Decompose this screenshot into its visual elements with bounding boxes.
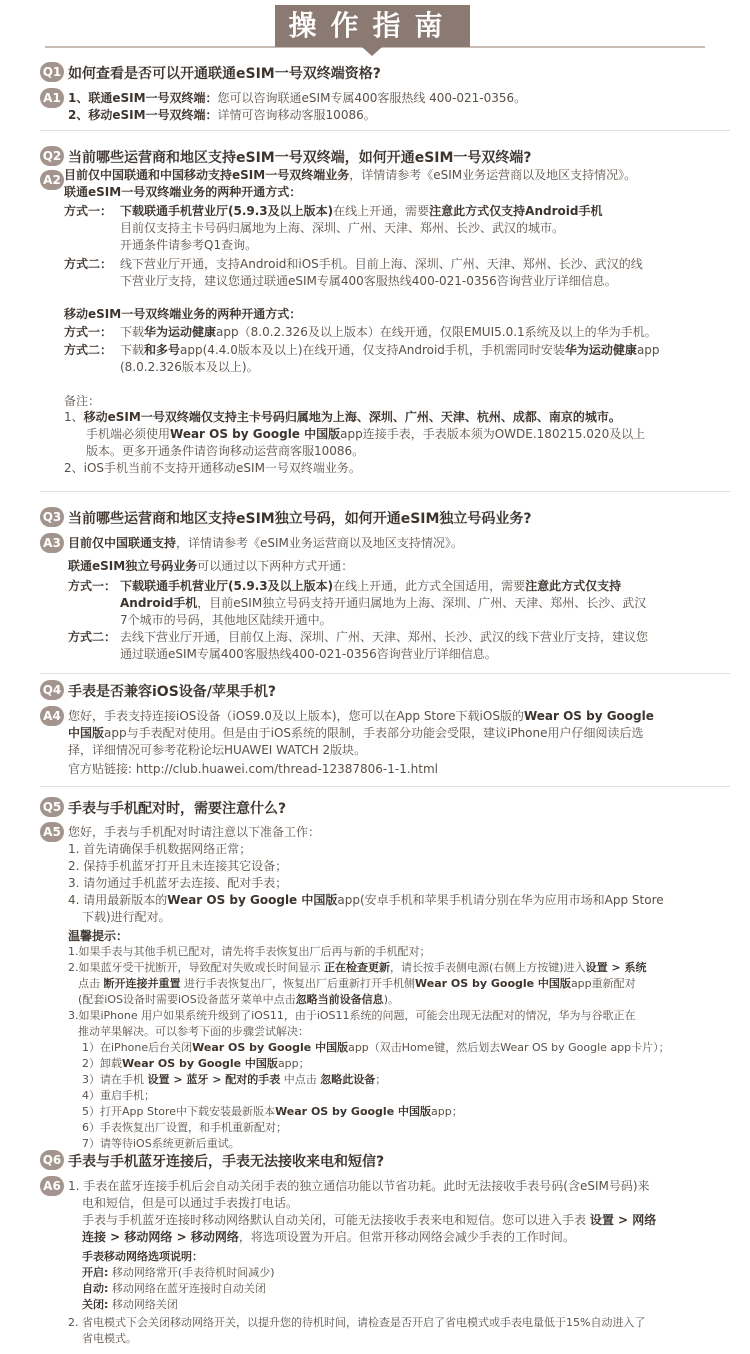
divider: [40, 786, 730, 787]
q6-badge: Q6: [40, 1150, 64, 1170]
unicom-method-2-line-1: 线下营业厅开通，支持Android和iOS手机。目前上海、深圳、广州、天津、郑州、长沙、武汉的线: [120, 257, 643, 271]
q3-method-2-line-2: 通过联通eSIM专属400客服热线400-021-0356咨询营业厅详细信息。: [120, 647, 497, 661]
faq-q4: [40, 680, 730, 780]
a3-badge: A3: [40, 533, 64, 553]
tips-heading: 温馨提示：: [68, 929, 129, 943]
title-arrow: [362, 47, 382, 56]
q4-badge: Q4: [40, 680, 64, 700]
page-title: 操作指南: [275, 5, 470, 47]
tip-3-line-2: 推动苹果解决。可以参考下面的步骤尝试解决：: [78, 1025, 309, 1038]
q5-question: 手表与手机配对时，需要注意什么?: [68, 801, 287, 817]
divider: [40, 491, 730, 492]
unicom-method-2-label: 方式二：: [64, 257, 113, 271]
q3-method-1-line-2: Android手机，目前eSIM独立号码支持开通归属地为上海、深圳、广州、天津、郑州、长沙、武汉: [120, 596, 647, 610]
faq-q6: [40, 1150, 730, 1350]
substep-2: 2）卸载Wear OS by Google 中国版app；: [82, 1057, 310, 1070]
a2-badge: A2: [40, 170, 64, 190]
substep-6: 6）手表恢复出厂设置，和手机重新配对；: [82, 1121, 287, 1134]
a6-line-1: 1. 手表在蓝牙连接手机后会自动关闭手表的独立通信功能以节省功耗。此时无法接收手表号码(含eSIM号码)来: [68, 1179, 650, 1193]
q6-question: 手表与手机蓝牙连接后，手表无法接收来电和短信?: [68, 1154, 385, 1170]
a1-line-2: 2、移动eSIM一号双终端：详情可咨询移动客服10086。: [68, 108, 376, 122]
option-off: 关闭: 移动网络关闭: [82, 1298, 178, 1311]
option-auto: 自动: 移动网络在蓝牙连接时自动关闭: [82, 1282, 266, 1295]
a1-line-1: 1、联通eSIM一号双终端：您可以咨询联通eSIM专属400客服热线 400-021-0356。: [68, 91, 527, 105]
tip-2-line-3: (配套iOS设备时需要iOS设备蓝牙菜单中点击忽略当前设备信息)。: [78, 993, 399, 1006]
note-2: 2、iOS手机当前不支持开通移动eSIM一号双终端业务。: [64, 461, 361, 475]
faq-q3: [40, 507, 730, 667]
faq-q1: [40, 62, 730, 122]
substep-5: 5）打开App Store中下载安装最新版本Wear OS by Google 中国版app；: [82, 1105, 463, 1118]
unicom-heading: 联通eSIM一号双终端业务的两种开通方式：: [64, 185, 302, 199]
q3-method-1-label: 方式一：: [68, 579, 117, 593]
substep-3: 3）请在手机 设置 > 蓝牙 > 配对的手表 中点击 忽略此设备；: [82, 1073, 387, 1086]
a4-line-2: 中国版app与手表配对使用。但是由于iOS系统的限制，手表部分功能会受限，建议iPhone用户仔细阅读后选: [68, 726, 644, 740]
a6-line-4: 连接 > 移动网络 > 移动网络，将选项设置为开启。但常开移动网络会减少手表的工作时间。: [82, 1230, 575, 1244]
q3-method-1-line-3: 7个城市的号码，其他地区陆续开通中。: [120, 613, 332, 627]
a5-badge: A5: [40, 822, 64, 842]
unicom-method-1-line-3: 开通条件请参考Q1查询。: [120, 238, 258, 252]
q3-method-2-label: 方式二：: [68, 630, 117, 644]
a6-line-5: 2. 省电模式下会关闭移动网络开关，以提升您的待机时间，请检查是否开启了省电模式或手表电量低于15%自动进入了: [68, 1316, 646, 1329]
a6-badge: A6: [40, 1176, 64, 1196]
unicom-method-1-line-2: 目前仅支持主卡号码归属地为上海、深圳、广州、天津、郑州、长沙、武汉的城市。: [120, 221, 565, 235]
note-1-line-3: 版本。更多开通条件请咨询移动运营商客服10086。: [86, 444, 365, 458]
mobile-heading: 移动eSIM一号双终端业务的两种开通方式：: [64, 307, 302, 321]
divider: [40, 130, 730, 131]
a6-line-6: 省电模式。: [82, 1332, 137, 1345]
step-1: 1. 首先请确保手机数据网络正常；: [68, 842, 252, 856]
mobile-method-2-line-1: 下载和多号app(4.4.0版本及以上)在线开通，仅支持Android手机，手机需同时安装华为运动健康app: [120, 343, 660, 357]
step-4-line-2: 下载)进行配对。: [82, 910, 171, 924]
option-on: 开启: 移动网络常开(手表待机时间减少): [82, 1266, 275, 1279]
step-2: 2. 保持手机蓝牙打开且未连接其它设备；: [68, 859, 288, 873]
substep-4: 4）重启手机；: [82, 1089, 155, 1102]
a6-line-3: 手表与手机蓝牙连接时移动网络默认自动关闭，可能无法接收手表来电和短信。您可以进入手表 设置 > 网络: [82, 1213, 657, 1227]
unicom-method-2-line-2: 下营业厅支持，建议您通过联通eSIM专属400客服热线400-021-0356咨询营业厅详细信息。: [120, 274, 617, 288]
official-link[interactable]: 官方贴链接: http://club.huawei.com/thread-12387806-1-1.html: [68, 762, 438, 776]
substep-7: 7）请等待iOS系统更新后重试。: [82, 1137, 240, 1150]
step-4: 4. 请用最新版本的Wear OS by Google 中国版app(安卓手机和苹果手机请分别在华为应用市场和App Store: [68, 893, 664, 907]
notes-heading: 备注：: [64, 394, 101, 408]
q2-question: 当前哪些运营商和地区支持eSIM一号双终端，如何开通eSIM一号双终端?: [68, 150, 532, 166]
mobile-method-2-line-2: (8.0.2.326版本及以上)。: [120, 360, 259, 374]
divider: [40, 673, 730, 674]
note-1-line-1: 1、移动eSIM一号双终端仅支持主卡号码归属地为上海、深圳、广州、天津、杭州、成都、南京的城市。: [64, 410, 621, 424]
tip-3-line-1: 3.如果iPhone 用户如果系统升级到了iOS11，由于iOS11系统的问题，可能会出现无法配对的情况，华为与谷歌正在: [68, 1009, 636, 1022]
q3-method-2-line-1: 去线下营业厅开通，目前仅上海、深圳、广州、天津、郑州、长沙、武汉的线下营业厅支持，建议您: [120, 630, 649, 644]
q3-badge: Q3: [40, 507, 64, 527]
q3-method-1-line-1: 下载联通手机营业厅(5.9.3及以上版本)在线上开通，此方式全国适用，需要注意此方式仅支持: [120, 579, 622, 593]
substep-1: 1）在iPhone后台关闭Wear OS by Google 中国版app（双击Home键，然后划去Wear OS by Google app卡片）；: [82, 1041, 670, 1054]
q3-question: 当前哪些运营商和地区支持eSIM独立号码，如何开通eSIM独立号码业务?: [68, 511, 532, 527]
q1-badge: Q1: [40, 62, 64, 82]
q4-question: 手表是否兼容iOS设备/苹果手机?: [68, 684, 277, 700]
tip-2-line-1: 2.如果蓝牙受干扰断开，导致配对失败或长时间显示 正在检查更新，请长按手表侧电源(右侧上方按键)进入设置 > 系统: [68, 961, 647, 974]
q1-question: 如何查看是否可以开通联通eSIM一号双终端资格?: [68, 66, 381, 82]
a1-badge: A1: [40, 88, 64, 108]
unicom-method-1-line-1: 下载联通手机营业厅(5.9.3及以上版本)在线上开通，需要注意此方式仅支持Android手机: [120, 204, 603, 218]
a3-intro: 目前仅中国联通支持，详情请参考《eSIM业务运营商以及地区支持情况》。: [68, 536, 463, 550]
mobile-method-2-label: 方式二：: [64, 343, 113, 357]
q5-badge: Q5: [40, 797, 64, 817]
step-3: 3. 请勿通过手机蓝牙去连接、配对手表；: [68, 876, 288, 890]
options-heading: 手表移动网络选项说明：: [82, 1250, 203, 1263]
a4-line-1: 您好，手表支持连接iOS设备（iOS9.0及以上版本)，您可以在App Store下载iOS版的Wear OS by Google: [68, 709, 654, 723]
tip-1: 1.如果手表与其他手机已配对，请先将手表恢复出厂后再与新的手机配对；: [68, 945, 431, 958]
faq-q5: [40, 797, 730, 1150]
a4-badge: A4: [40, 706, 64, 726]
a4-line-3: 择，详细情况可参考花粉论坛HUAWEI WATCH 2版块。: [68, 743, 367, 757]
mobile-method-1-line: 下载华为运动健康app（8.0.2.326及以上版本）在线开通，仅限EMUI5.0.1系统及以上的华为手机。: [120, 325, 657, 339]
a6-line-2: 电和短信，但是可以通过手表拨打电话。: [82, 1196, 299, 1210]
a2-intro: 目前仅中国联通和中国移动支持eSIM一号双终端业务，详情请参考《eSIM业务运营商以及地区支持情况》。: [64, 168, 637, 182]
a3-subheading: 联通eSIM独立号码业务可以通过以下两种方式开通：: [68, 559, 354, 573]
a5-intro: 您好，手表与手机配对时请注意以下准备工作：: [68, 825, 321, 839]
tip-2-line-2: 点击 断开连接并重置 进行手表恢复出厂，恢复出厂后重新打开手机侧Wear OS by Google 中国版app重新配对: [78, 977, 636, 990]
q2-badge: Q2: [40, 146, 64, 166]
mobile-method-1-label: 方式一：: [64, 325, 113, 339]
note-1-line-2: 手机端必须使用Wear OS by Google 中国版app连接手表，手表版本须为OWDE.180215.020及以上: [86, 427, 646, 441]
unicom-method-1-label: 方式一：: [64, 204, 113, 218]
faq-q2: [40, 146, 730, 486]
